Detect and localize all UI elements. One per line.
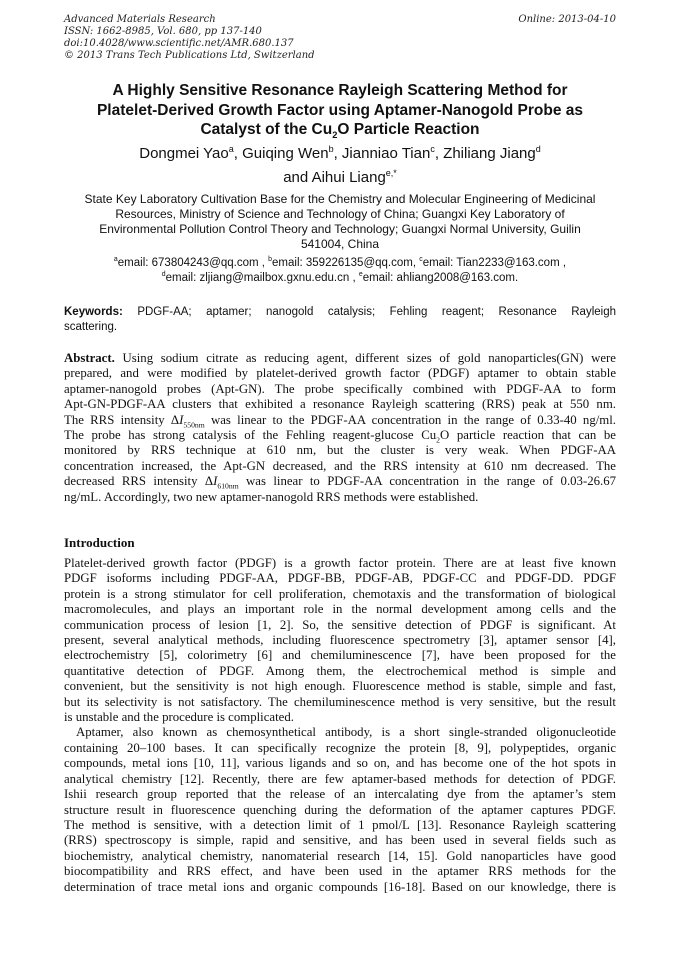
title-line: Catalyst of the $Cu_2O$ Particle Reaction [200, 121, 480, 141]
author-line: Dongmei Yao$^a$, Guiqing Wen$^b$, Jianniao Tian$^c$, Zhiliang Jiang$^d$ [139, 144, 541, 162]
text-line: quantitative detection of PDGF. Among them, the electrochemical method is simple and [64, 663, 616, 678]
text-line: convenient, but the sensitivity is not high enough. Fluorescence method is stable, simple and fast, [64, 679, 616, 694]
text-line: biochemistry, analytical chemistry, nanomaterial research [14, 15]. Gold nanoparticles have good [64, 848, 616, 863]
text-line: macromolecules, and plays an important role in the normal development among cells and the [64, 602, 616, 617]
text-line: but its selectivity is not satisfactory. The chemiluminescence method is very sensitive, but the result [64, 694, 616, 709]
affiliation: State Key Laboratory Cultivation Base for the Chemistry and Molecular Engineering of Medicinal Resources, Ministry of Science and Technology of China; Guangxi Key Laboratory of Environmental Pollution Control Theory and Technology; Guangxi Normal University, Guilin 541004, China [84, 192, 596, 251]
section-heading-introduction: Introduction [64, 535, 135, 550]
email-line: $^a$email: 673804243@qq.com , $^b$email: 359226135@qq.com, $^c$email: Tian2233@163.com , [113, 256, 567, 269]
text-line: present, several analytical methods, including fluorescence spectrometry [3], aptamer sensor [4], [64, 633, 616, 648]
text-line: biocompatibility and RRS effect, and have been used in the aptamer RRS methods for the [64, 864, 616, 879]
introduction-body [64, 556, 616, 895]
author-line: and Aihui Liang$^{e,*}$ [283, 168, 397, 186]
text-line: Platelet-derived growth factor (PDGF) is a growth factor protein. There are at least five known [64, 556, 616, 570]
text-line: determination of trace metal ions and organic compounds [16-18]. Based on our knowledge, there is [64, 879, 616, 894]
text-line: is unstable and the procedure is complicated. [64, 710, 294, 725]
paper-title [64, 81, 616, 140]
keywords-label: Keywords: [64, 306, 123, 318]
journal-issn: ISSN: 1662-8985, Vol. 680, pp 137-140 [64, 26, 262, 37]
title-line: Platelet-Derived Growth Factor using Aptamer-Nanogold Probe as [96, 101, 584, 119]
journal-name: Advanced Materials Research [64, 14, 216, 25]
journal-header [64, 14, 616, 62]
email-line: $^d$email: zljiang@mailbox.gxnu.edu.cn , $^e$email: ahliang2008@163.com. [161, 271, 519, 284]
author-name: Dongmei Yao [139, 145, 229, 162]
text-line: containing 20–100 bases. It can specifically recognize the protein [8, 9], polypeptides, organic [64, 740, 616, 755]
abstract: Abstract. Using sodium citrate as reducing agent, different sizes of gold nanoparticles(GN) were prepared, and were modified by platelet-derived growth factor (PDGF) aptamer to obtain stable aptamer-nanogold probes (Apt-GN). The probe specifically combined with PDGF-AA to form Apt-GN-PDGF-AA clusters that exhibited a resonance Rayleigh scattering (RRS) peak at 550 nm. The RRS intensity $\Delta I_{550nm}$ was linear to the PDGF-AA concentration in the range of 0.33-40 ng/ml. The probe has strong catalysis of the Fehling reagent-glucose $Cu_2O$ particle reaction that can be monitored by RRS technique at 610 nm, but the cluster is very weak. When PDGF-AA concentration increased, the Apt-GN decreased, and the RRS intensity at 610 nm decreased. The decreased RRS intensity $\Delta I_{610nm}$ was linear to PDGF-AA concentration in the range of 0.03-26.67 ng/mL. Accordingly, two new aptamer-nanogold RRS methods were established. [64, 351, 616, 504]
author-name: Guiqing Wen [242, 145, 329, 162]
author-name: Zhiliang Jiang [443, 145, 536, 162]
journal-doi: doi:10.4028/www.scientific.net/AMR.680.137 [64, 38, 294, 49]
abstract-label: Abstract. [64, 351, 115, 365]
journal-copyright: © 2013 Trans Tech Publications Ltd, Switzerland [64, 50, 315, 61]
author-name: Jianniao Tian [341, 145, 431, 162]
author-emails [64, 256, 616, 286]
text-line: electrochemistry [5], colorimetry [6] and chemiluminescence [7], have been proposed for the [64, 648, 616, 663]
author-name: Aihui Liang [311, 169, 386, 186]
online-date: Online: 2013-04-10 [518, 14, 616, 25]
text-line: (RRS) spectroscopy is simple, rapid and sensitive, and has been used in several fields such as [64, 833, 616, 848]
text-line: PDGF isoforms including PDGF-AA, PDGF-BB, PDGF-AB, PDGF-CC and PDGF-DD. PDGF [64, 571, 616, 586]
text-line: communication process of lesion [1, 2]. So, the sensitive detection of PDGF is significant. At [64, 617, 616, 632]
keywords: Keywords: PDGF-AA; aptamer; nanogold catalysis; Fehling reagent; Resonance Rayleigh scattering. [64, 306, 616, 333]
title-line: A Highly Sensitive Resonance Rayleigh Scattering Method for [112, 82, 568, 99]
text-line: compounds, metal ions [10, 11], various ligands and so on, and has become one of the hot spots in [64, 756, 616, 771]
author-list [64, 142, 616, 190]
text-line: Aptamer, also known as chemosynthetical antibody, is a short single-stranded oligonucleotide [76, 725, 616, 740]
text-line: The method is sensitive, with a detection limit of 1 pmol/L [13]. Resonance Rayleigh scattering [64, 817, 616, 832]
text-line: structure result in fluorescence quenching during the deformation of the aptamer captures PDGF. [64, 802, 616, 817]
text-line: analytical chemistry [12]. Recently, there are few aptamer-based methods for detection of PDGF. [64, 771, 616, 786]
text-line: Ishii research group reported that the release of an intercalating dye from the aptamer’s stem [64, 787, 616, 802]
text-line: protein is a strong stimulator for cell proliferation, chemotaxis and the transformation of biological [64, 586, 616, 601]
